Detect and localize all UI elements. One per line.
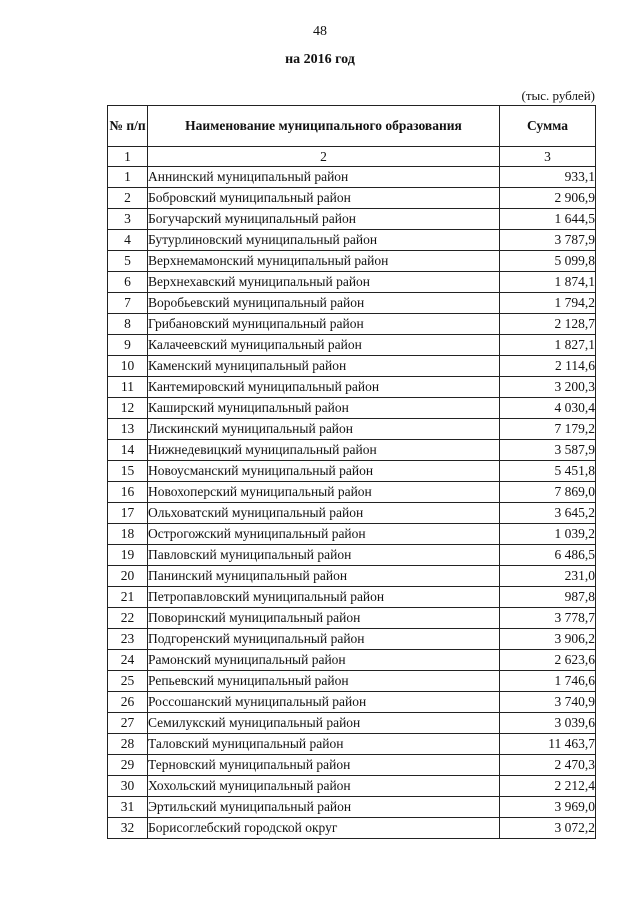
row-number: 28 xyxy=(108,734,148,755)
amount: 3 740,9 xyxy=(500,692,596,713)
amount: 11 463,7 xyxy=(500,734,596,755)
table-row xyxy=(108,755,596,776)
column-index-cell: 2 xyxy=(148,147,500,167)
amount: 3 645,2 xyxy=(500,503,596,524)
amount: 3 969,0 xyxy=(500,797,596,818)
row-number: 12 xyxy=(108,398,148,419)
municipality-name: Семилукский муниципальный район xyxy=(148,713,500,734)
municipality-name: Калачеевский муниципальный район xyxy=(148,335,500,356)
page-number: 48 xyxy=(313,24,327,39)
amount: 933,1 xyxy=(500,167,596,188)
row-number: 8 xyxy=(108,314,148,335)
municipality-name: Поворинский муниципальный район xyxy=(148,608,500,629)
municipality-name: Воробьевский муниципальный район xyxy=(148,293,500,314)
amount: 6 486,5 xyxy=(500,545,596,566)
municipality-name: Таловский муниципальный район xyxy=(148,734,500,755)
amount: 3 906,2 xyxy=(500,629,596,650)
amount: 2 623,6 xyxy=(500,650,596,671)
amount: 3 072,2 xyxy=(500,818,596,839)
municipality-name: Каменский муниципальный район xyxy=(148,356,500,377)
municipality-name: Бутурлиновский муниципальный район xyxy=(148,230,500,251)
municipality-name: Верхнехавский муниципальный район xyxy=(148,272,500,293)
table-row xyxy=(108,608,596,629)
municipality-name: Каширский муниципальный район xyxy=(148,398,500,419)
amount: 231,0 xyxy=(500,566,596,587)
amount: 1 644,5 xyxy=(500,209,596,230)
amount: 2 128,7 xyxy=(500,314,596,335)
row-number: 24 xyxy=(108,650,148,671)
municipality-name: Хохольский муниципальный район xyxy=(148,776,500,797)
table-row xyxy=(108,629,596,650)
row-number: 14 xyxy=(108,440,148,461)
row-number: 25 xyxy=(108,671,148,692)
row-number: 13 xyxy=(108,419,148,440)
amount: 3 587,9 xyxy=(500,440,596,461)
table-row xyxy=(108,188,596,209)
amount: 1 039,2 xyxy=(500,524,596,545)
row-number: 9 xyxy=(108,335,148,356)
amount: 2 212,4 xyxy=(500,776,596,797)
municipality-name: Репьевский муниципальный район xyxy=(148,671,500,692)
municipality-name: Панинский муниципальный район xyxy=(148,566,500,587)
header-name: Наименование муниципального образования xyxy=(148,106,500,147)
amount: 4 030,4 xyxy=(500,398,596,419)
table-row xyxy=(108,818,596,839)
table-row xyxy=(108,230,596,251)
amount: 3 200,3 xyxy=(500,377,596,398)
amount: 1 874,1 xyxy=(500,272,596,293)
table-row xyxy=(108,314,596,335)
table-row xyxy=(108,734,596,755)
amount: 3 787,9 xyxy=(500,230,596,251)
row-number: 17 xyxy=(108,503,148,524)
row-number: 2 xyxy=(108,188,148,209)
table-row xyxy=(108,713,596,734)
row-number: 16 xyxy=(108,482,148,503)
amount: 5 451,8 xyxy=(500,461,596,482)
units-note: (тыс. рублей) xyxy=(521,88,595,103)
table-row xyxy=(108,566,596,587)
municipality-name: Эртильский муниципальный район xyxy=(148,797,500,818)
municipality-name: Терновский муниципальный район xyxy=(148,755,500,776)
table-row xyxy=(108,797,596,818)
table-row xyxy=(108,545,596,566)
row-number: 32 xyxy=(108,818,148,839)
amount: 3 039,6 xyxy=(500,713,596,734)
table-row xyxy=(108,440,596,461)
table-row xyxy=(108,419,596,440)
row-number: 10 xyxy=(108,356,148,377)
table-row xyxy=(108,209,596,230)
municipality-name: Павловский муниципальный район xyxy=(148,545,500,566)
row-number: 6 xyxy=(108,272,148,293)
row-number: 29 xyxy=(108,755,148,776)
table-row xyxy=(108,293,596,314)
column-index-row xyxy=(108,147,596,167)
document-title: на 2016 год xyxy=(285,52,355,67)
row-number: 3 xyxy=(108,209,148,230)
table-row xyxy=(108,377,596,398)
municipality-name: Богучарский муниципальный район xyxy=(148,209,500,230)
amount: 2 114,6 xyxy=(500,356,596,377)
row-number: 30 xyxy=(108,776,148,797)
table-body xyxy=(108,167,596,839)
amount: 1 746,6 xyxy=(500,671,596,692)
header-num: № п/п xyxy=(108,106,148,147)
row-number: 31 xyxy=(108,797,148,818)
municipality-name: Бобровский муниципальный район xyxy=(148,188,500,209)
row-number: 19 xyxy=(108,545,148,566)
row-number: 23 xyxy=(108,629,148,650)
table-header-row xyxy=(108,106,596,147)
row-number: 15 xyxy=(108,461,148,482)
row-number: 5 xyxy=(108,251,148,272)
amount: 2 470,3 xyxy=(500,755,596,776)
municipality-name: Россошанский муниципальный район xyxy=(148,692,500,713)
amount: 7 869,0 xyxy=(500,482,596,503)
table-row xyxy=(108,503,596,524)
table-row xyxy=(108,461,596,482)
amount: 1 794,2 xyxy=(500,293,596,314)
row-number: 7 xyxy=(108,293,148,314)
row-number: 11 xyxy=(108,377,148,398)
municipality-name: Ольховатский муниципальный район xyxy=(148,503,500,524)
municipality-name: Аннинский муниципальный район xyxy=(148,167,500,188)
municipality-name: Лискинский муниципальный район xyxy=(148,419,500,440)
municipality-name: Верхнемамонский муниципальный район xyxy=(148,251,500,272)
row-number: 4 xyxy=(108,230,148,251)
municipality-name: Подгоренский муниципальный район xyxy=(148,629,500,650)
column-index-cell: 1 xyxy=(108,147,148,167)
row-number: 20 xyxy=(108,566,148,587)
row-number: 21 xyxy=(108,587,148,608)
table-row xyxy=(108,671,596,692)
municipality-name: Рамонский муниципальный район xyxy=(148,650,500,671)
table-row xyxy=(108,482,596,503)
table-row xyxy=(108,692,596,713)
row-number: 26 xyxy=(108,692,148,713)
amount: 1 827,1 xyxy=(500,335,596,356)
budget-table xyxy=(107,105,596,839)
amount: 2 906,9 xyxy=(500,188,596,209)
table-row xyxy=(108,776,596,797)
header-sum: Сумма xyxy=(500,106,596,147)
municipality-name: Грибановский муниципальный район xyxy=(148,314,500,335)
municipality-name: Нижнедевицкий муниципальный район xyxy=(148,440,500,461)
table-row xyxy=(108,650,596,671)
table-row xyxy=(108,398,596,419)
municipality-name: Кантемировский муниципальный район xyxy=(148,377,500,398)
table-row xyxy=(108,167,596,188)
row-number: 27 xyxy=(108,713,148,734)
municipality-name: Новохоперский муниципальный район xyxy=(148,482,500,503)
table-row xyxy=(108,335,596,356)
table-row xyxy=(108,272,596,293)
row-number: 22 xyxy=(108,608,148,629)
municipality-name: Новоусманский муниципальный район xyxy=(148,461,500,482)
table-row xyxy=(108,251,596,272)
municipality-name: Борисоглебский городской округ xyxy=(148,818,500,839)
column-index-cell: 3 xyxy=(500,147,596,167)
amount: 3 778,7 xyxy=(500,608,596,629)
table-row xyxy=(108,587,596,608)
municipality-name: Петропавловский муниципальный район xyxy=(148,587,500,608)
row-number: 18 xyxy=(108,524,148,545)
municipality-name: Острогожский муниципальный район xyxy=(148,524,500,545)
amount: 987,8 xyxy=(500,587,596,608)
amount: 5 099,8 xyxy=(500,251,596,272)
row-number: 1 xyxy=(108,167,148,188)
amount: 7 179,2 xyxy=(500,419,596,440)
table-row xyxy=(108,356,596,377)
table-row xyxy=(108,524,596,545)
